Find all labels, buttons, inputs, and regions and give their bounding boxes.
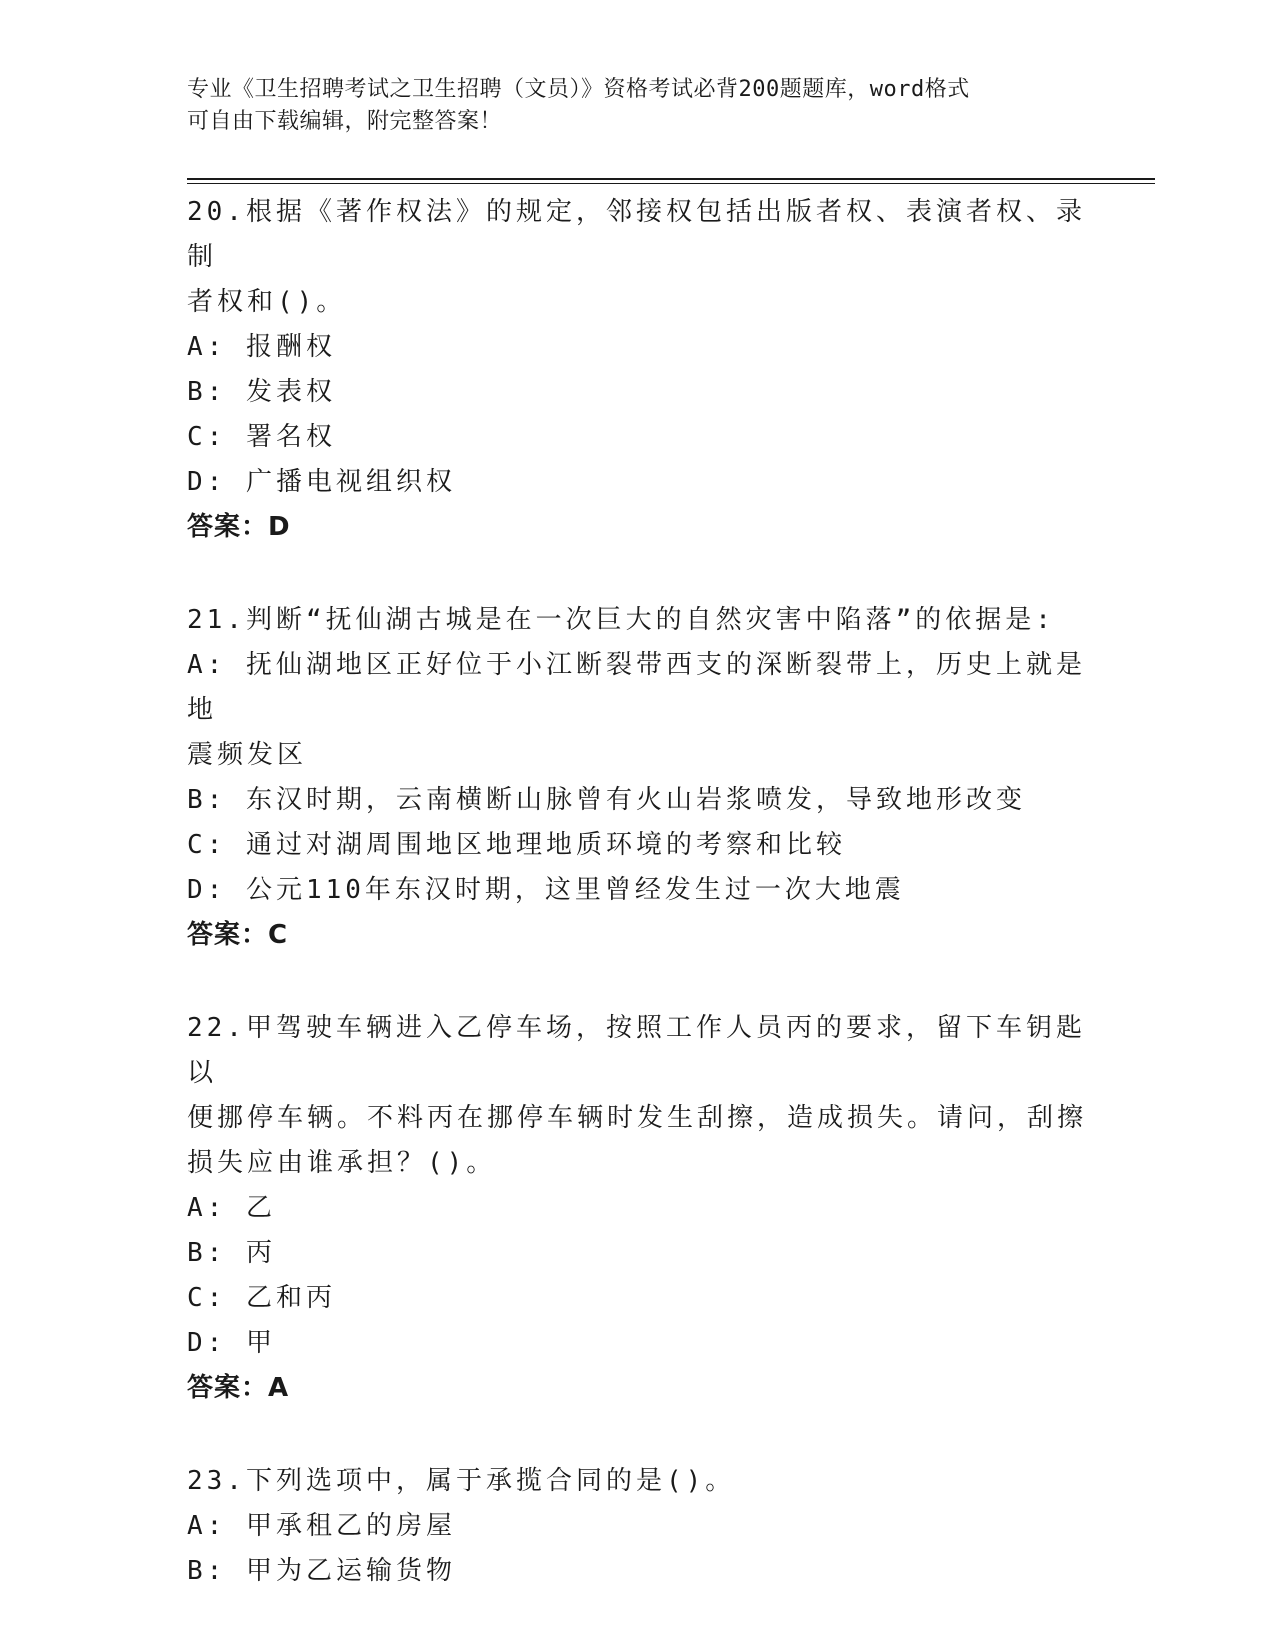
option-c: C: 乙和丙 <box>187 1283 336 1313</box>
question-stem-line: 20.根据《著作权法》的规定，邻接权包括出版者权、表演者权、录制 <box>187 197 1086 272</box>
question-stem-line: 便挪停车辆。不料丙在挪停车辆时发生刮擦，造成损失。请问，刮擦 <box>187 1103 1088 1133</box>
question-23 <box>187 1459 1087 1594</box>
option-a: A: 甲承租乙的房屋 <box>187 1511 456 1541</box>
option-d: D: 甲 <box>187 1328 276 1358</box>
question-stem-line: 22.甲驾驶车辆进入乙停车场，按照工作人员丙的要求，留下车钥匙以 <box>187 1013 1086 1088</box>
option-b: B: 发表权 <box>187 377 336 407</box>
question-stem-line: 23.下列选项中，属于承揽合同的是()。 <box>187 1466 736 1496</box>
question-21 <box>187 598 1087 958</box>
option-a: A: 乙 <box>187 1193 276 1223</box>
document-header <box>187 74 1067 138</box>
option-a: A: 抚仙湖地区正好位于小江断裂带西支的深断裂带上，历史上就是地 <box>187 650 1086 725</box>
option-c: C: 署名权 <box>187 422 336 452</box>
question-stem-line: 损失应由谁承担？()。 <box>187 1148 497 1178</box>
option-a: A: 报酬权 <box>187 332 336 362</box>
question-22 <box>187 1006 1087 1411</box>
option-d: D: 广播电视组织权 <box>187 467 456 497</box>
option-b: B: 丙 <box>187 1238 276 1268</box>
answer-label: 答案：D <box>187 512 291 542</box>
option-b: B: 东汉时期，云南横断山脉曾有火山岩浆喷发，导致地形改变 <box>187 785 1026 815</box>
answer-label: 答案：A <box>187 1373 290 1403</box>
option-b: B: 甲为乙运输货物 <box>187 1556 456 1586</box>
answer-label: 答案：C <box>187 920 289 950</box>
header-divider-thin <box>187 183 1155 184</box>
question-stem-line: 21.判断“抚仙湖古城是在一次巨大的自然灾害中陷落”的依据是: <box>187 605 1055 635</box>
question-stem-line: 者权和()。 <box>187 287 347 317</box>
option-d: D: 公元110年东汉时期，这里曾经发生过一次大地震 <box>187 875 905 905</box>
header-divider-thick <box>187 178 1155 180</box>
question-20 <box>187 190 1087 550</box>
header-line-2: 可自由下载编辑，附完整答案！ <box>187 109 503 134</box>
option-a-continued: 震频发区 <box>187 740 308 770</box>
question-list <box>187 190 1087 1642</box>
header-line-1: 专业《卫生招聘考试之卫生招聘（文员）》资格考试必背200题题库，word格式 <box>187 77 970 102</box>
option-c: C: 通过对湖周围地区地理地质环境的考察和比较 <box>187 830 846 860</box>
